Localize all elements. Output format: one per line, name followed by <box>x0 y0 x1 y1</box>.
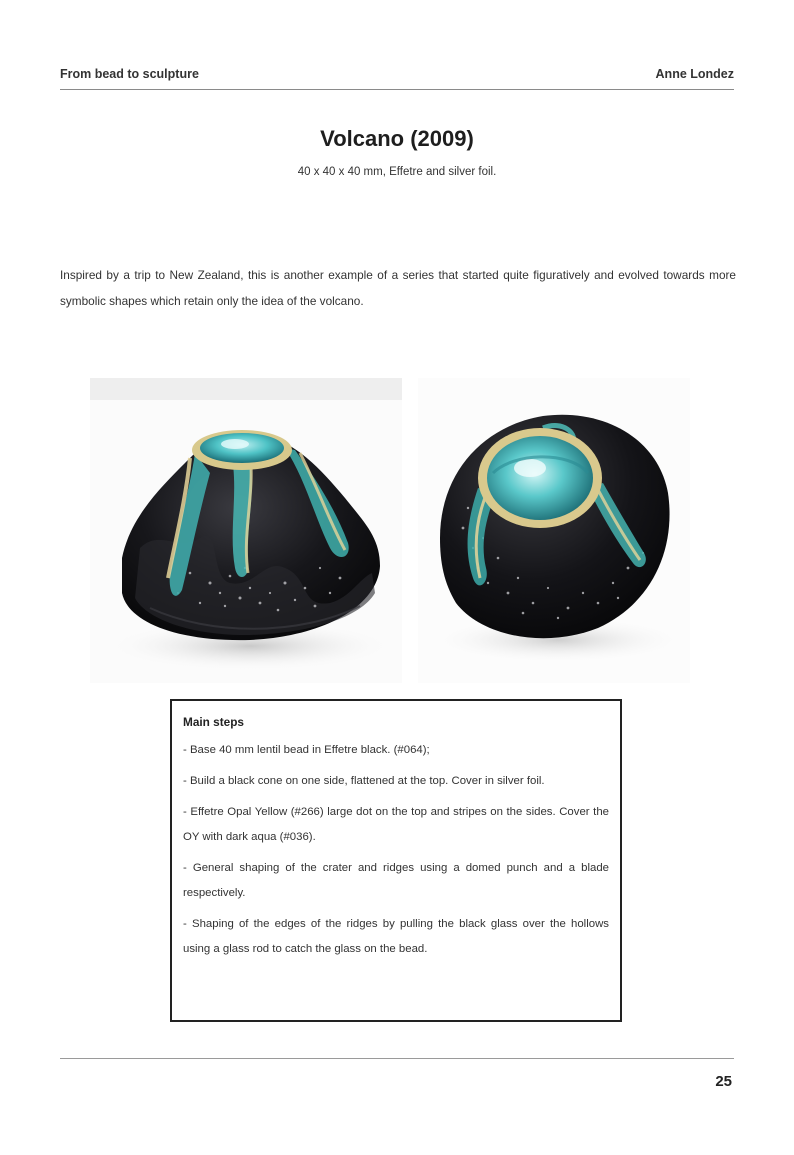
page-subtitle: 40 x 40 x 40 mm, Effetre and silver foil. <box>297 166 497 178</box>
step-item: - Base 40 mm lentil bead in Effetre black. (#064); <box>183 744 430 756</box>
steps-title: Main steps <box>183 715 244 729</box>
page-title: Volcano (2009) <box>320 126 474 151</box>
intro-paragraph: Inspired by a trip to New Zealand, this is another example of a series that started quite figuratively and evolved towards more symbolic shapes which retain only the idea of the volcano. <box>60 268 736 308</box>
step-item: - General shaping of the crater and ridges using a domed punch and a blade respectively. <box>183 862 609 899</box>
page-number: 25 <box>715 1073 732 1090</box>
author-name: Anne Londez <box>655 67 734 81</box>
footer-rule <box>60 1058 734 1059</box>
volcano-bead-top-photo <box>418 378 690 683</box>
book-title: From bead to sculpture <box>60 67 199 81</box>
step-item: - Shaping of the edges of the ridges by pulling the black glass over the hollows using a glass rod to catch the glass on the bead. <box>183 918 609 955</box>
header-rule <box>60 89 734 90</box>
step-item: - Effetre Opal Yellow (#266) large dot on the top and stripes on the sides. Cover the OY with dark aqua (#036). <box>183 806 609 843</box>
volcano-bead-side-photo <box>90 378 402 683</box>
bead-photos <box>90 378 690 688</box>
main-steps-box <box>170 699 622 1022</box>
step-item: - Build a black cone on one side, flattened at the top. Cover in silver foil. <box>183 775 545 787</box>
page-header <box>60 64 734 84</box>
